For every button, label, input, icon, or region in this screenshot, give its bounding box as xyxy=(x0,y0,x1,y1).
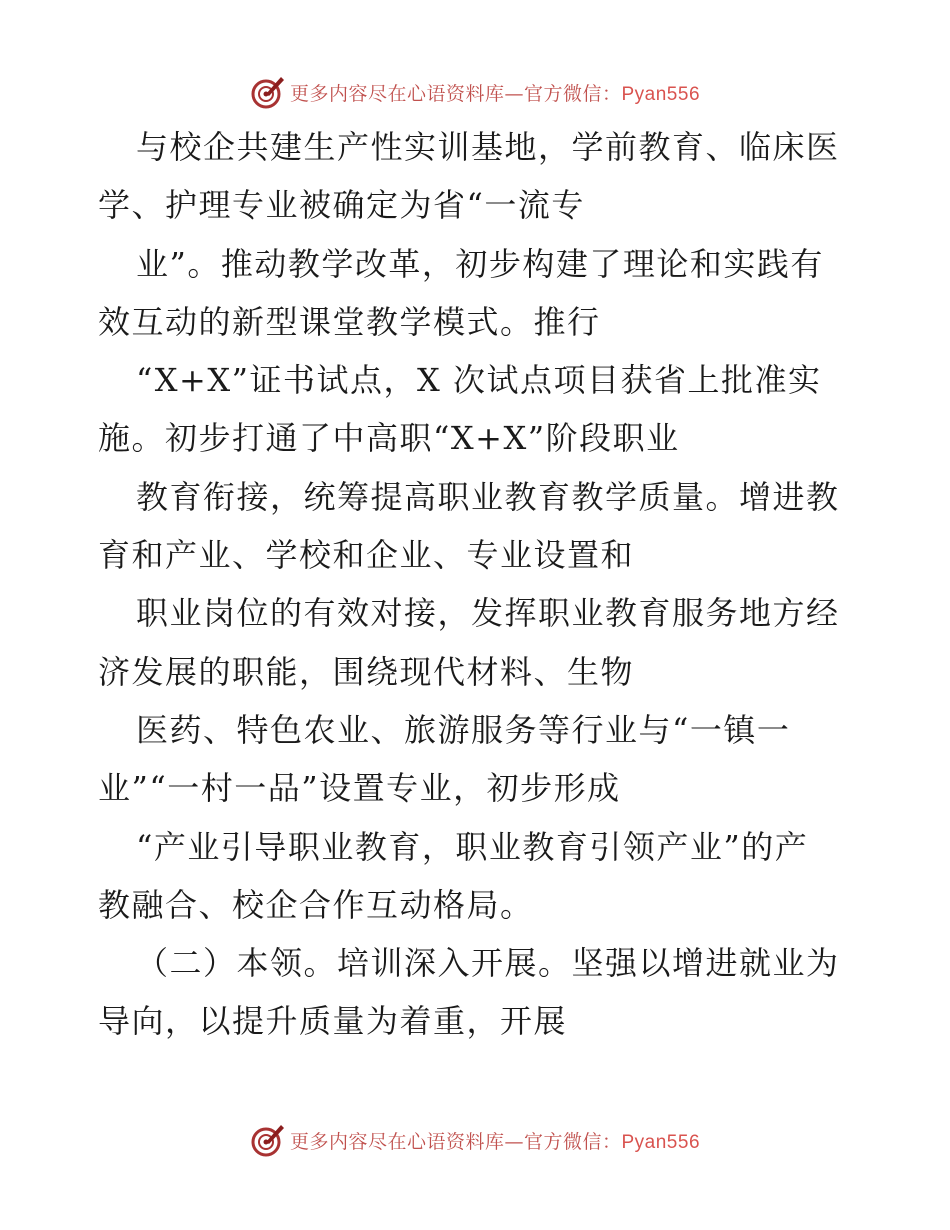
text-line: 济发展的职能，围绕现代材料、生物 xyxy=(98,652,635,691)
footer-watermark-banner xyxy=(0,1120,950,1160)
text-line: 业”“一村一品”设置专业，初步形成 xyxy=(98,769,621,808)
document-body xyxy=(98,118,858,1051)
watermark-text: 更多内容尽在心语资料库—官方微信：Pyan556 xyxy=(289,82,701,105)
text-line: 导向，以提升质量为着重，开展 xyxy=(98,1002,568,1041)
text-line: 育和产业、学校和企业、专业设置和 xyxy=(98,536,635,575)
text-line: （二）本领。培训深入开展。坚强以增进就业为 xyxy=(136,944,840,983)
pen-logo-icon xyxy=(250,1122,286,1158)
text-line: “产业引导职业教育，职业教育引领产业”的产 xyxy=(136,827,809,866)
text-line: 教融合、校企合作互动格局。 xyxy=(98,885,534,924)
text-line: 教育衔接，统筹提高职业教育教学质量。增进教 xyxy=(136,477,840,516)
pen-logo-icon xyxy=(250,74,286,110)
text-line: “X+X”证书试点，X 次试点项目获省上批准实 xyxy=(136,361,822,400)
watermark-text: 更多内容尽在心语资料库—官方微信：Pyan556 xyxy=(289,1130,701,1153)
text-line: 职业岗位的有效对接，发挥职业教育服务地方经 xyxy=(136,594,840,633)
header-watermark-banner xyxy=(0,72,950,112)
text-line: 与校企共建生产性实训基地，学前教育、临床医 xyxy=(136,128,840,166)
text-line: 效互动的新型课堂教学模式。推行 xyxy=(98,302,601,341)
text-line: 业”。推动教学改革，初步构建了理论和实践有 xyxy=(136,244,824,283)
text-line: 医药、特色农业、旅游服务等行业与“一镇一 xyxy=(136,710,791,749)
text-line: 施。初步打通了中高职“X+X”阶段职业 xyxy=(98,419,680,458)
text-line: 学、护理专业被确定为省“一流专 xyxy=(98,186,585,225)
